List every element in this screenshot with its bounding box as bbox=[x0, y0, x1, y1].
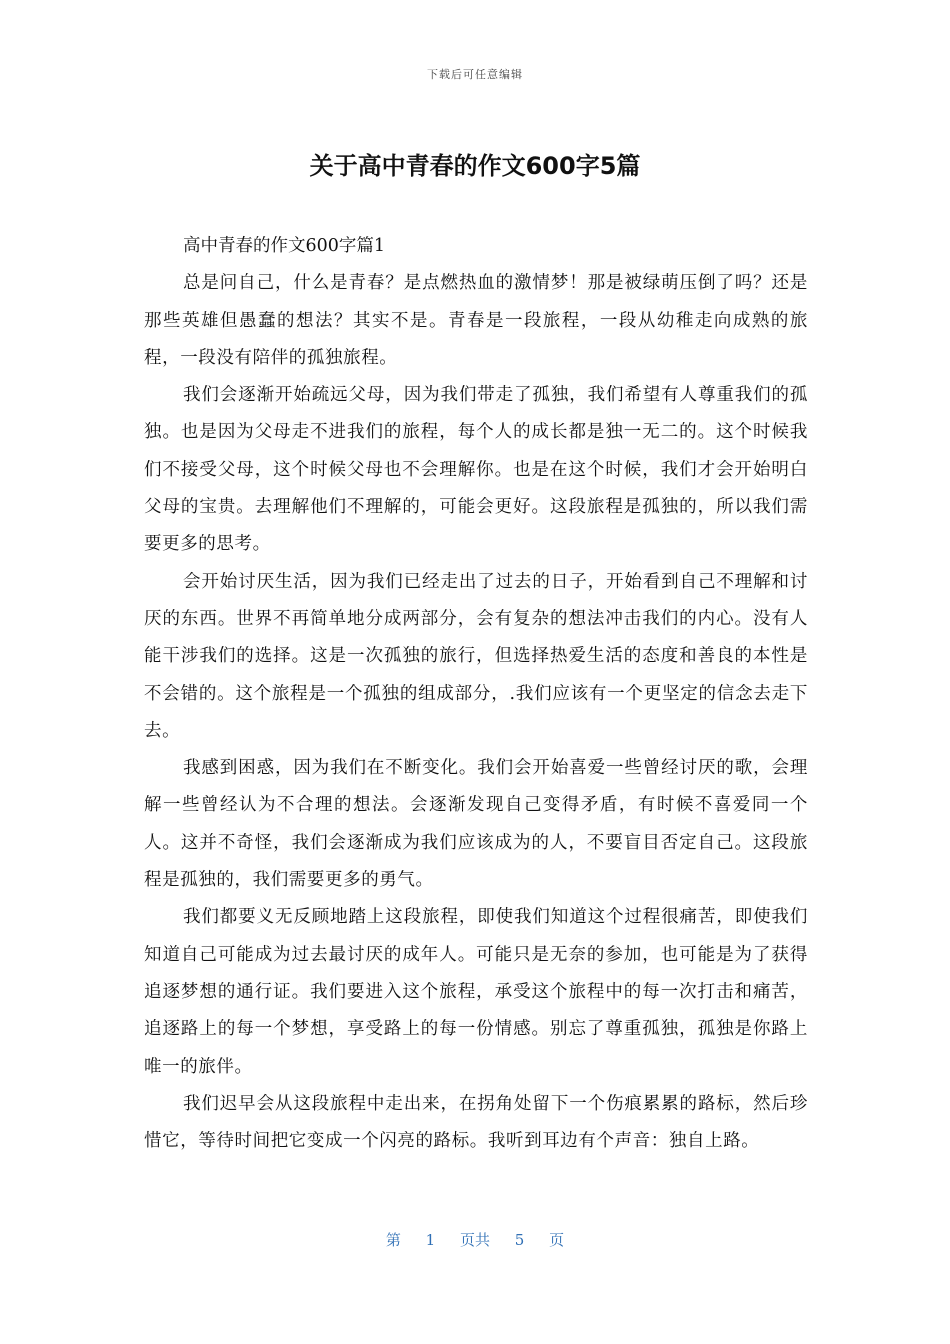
page-total-number: 5 bbox=[514, 1231, 525, 1249]
document-title: 关于高中青春的作文600字5篇 bbox=[309, 152, 641, 180]
document-body bbox=[144, 228, 808, 1160]
page-label-prefix: 第 bbox=[385, 1231, 401, 1249]
paragraph-5: 我们都要义无反顾地踏上这段旅程，即使我们知道这个过程很痛苦，即使我们知道自己可能成为过去最讨厌的成年人。可能只是无奈的参加，也可能是为了获得追逐梦想的通行证。我们要进入这个旅程，承受这个旅程中的每一次打击和痛苦，追逐路上的每一个梦想，享受路上的每一份情感。别忘了尊重孤独，孤独是你路上唯一的旅伴。 bbox=[144, 907, 808, 1077]
paragraph-1: 总是问自己，什么是青春？是点燃热血的激情梦！那是被绿萌压倒了吗？还是那些英雄但愚蠢的想法？其实不是。青春是一段旅程，一段从幼稚走向成熟的旅程，一段没有陪伴的孤独旅程。 bbox=[144, 273, 808, 368]
page-label-suffix: 页 bbox=[549, 1231, 565, 1249]
paragraph-3: 会开始讨厌生活，因为我们已经走出了过去的日子，开始看到自己不理解和讨厌的东西。世界不再简单地分成两部分，会有复杂的想法冲击我们的内心。没有人能干涉我们的选择。这是一次孤独的旅行，但选择热爱生活的态度和善良的本性是不会错的。这个旅程是一个孤独的组成部分，.我们应该有一个更坚定的信念去走下去。 bbox=[144, 571, 808, 741]
paragraph-2: 我们会逐渐开始疏远父母，因为我们带走了孤独，我们希望有人尊重我们的孤独。也是因为父母走不进我们的旅程，每个人的成长都是独一无二的。这个时候我们不接受父母，这个时候父母也不会理解你。也是在这个时候，我们才会开始明白父母的宝贵。去理解他们不理解的，可能会更好。这段旅程是孤独的，所以我们需要更多的思考。 bbox=[144, 385, 808, 555]
paragraph-4: 我感到困惑，因为我们在不断变化。我们会开始喜爱一些曾经讨厌的歌，会理解一些曾经认为不合理的想法。会逐渐发现自己变得矛盾，有时候不喜爱同一个人。这并不奇怪，我们会逐渐成为我们应该成为的人，不要盲目否定自己。这段旅程是孤独的，我们需要更多的勇气。 bbox=[144, 758, 808, 891]
page-current-number: 1 bbox=[425, 1231, 436, 1249]
paragraph-6: 我们迟早会从这段旅程中走出来，在拐角处留下一个伤痕累累的路标，然后珍惜它，等待时间把它变成一个闪亮的路标。我听到耳边有个声音：独自上路。 bbox=[144, 1093, 808, 1152]
section-subtitle: 高中青春的作文600字篇1 bbox=[183, 236, 386, 256]
page-footer bbox=[0, 1229, 950, 1250]
page-label-mid: 页共 bbox=[459, 1231, 490, 1249]
header-note: 下载后可任意编辑 bbox=[427, 68, 523, 81]
